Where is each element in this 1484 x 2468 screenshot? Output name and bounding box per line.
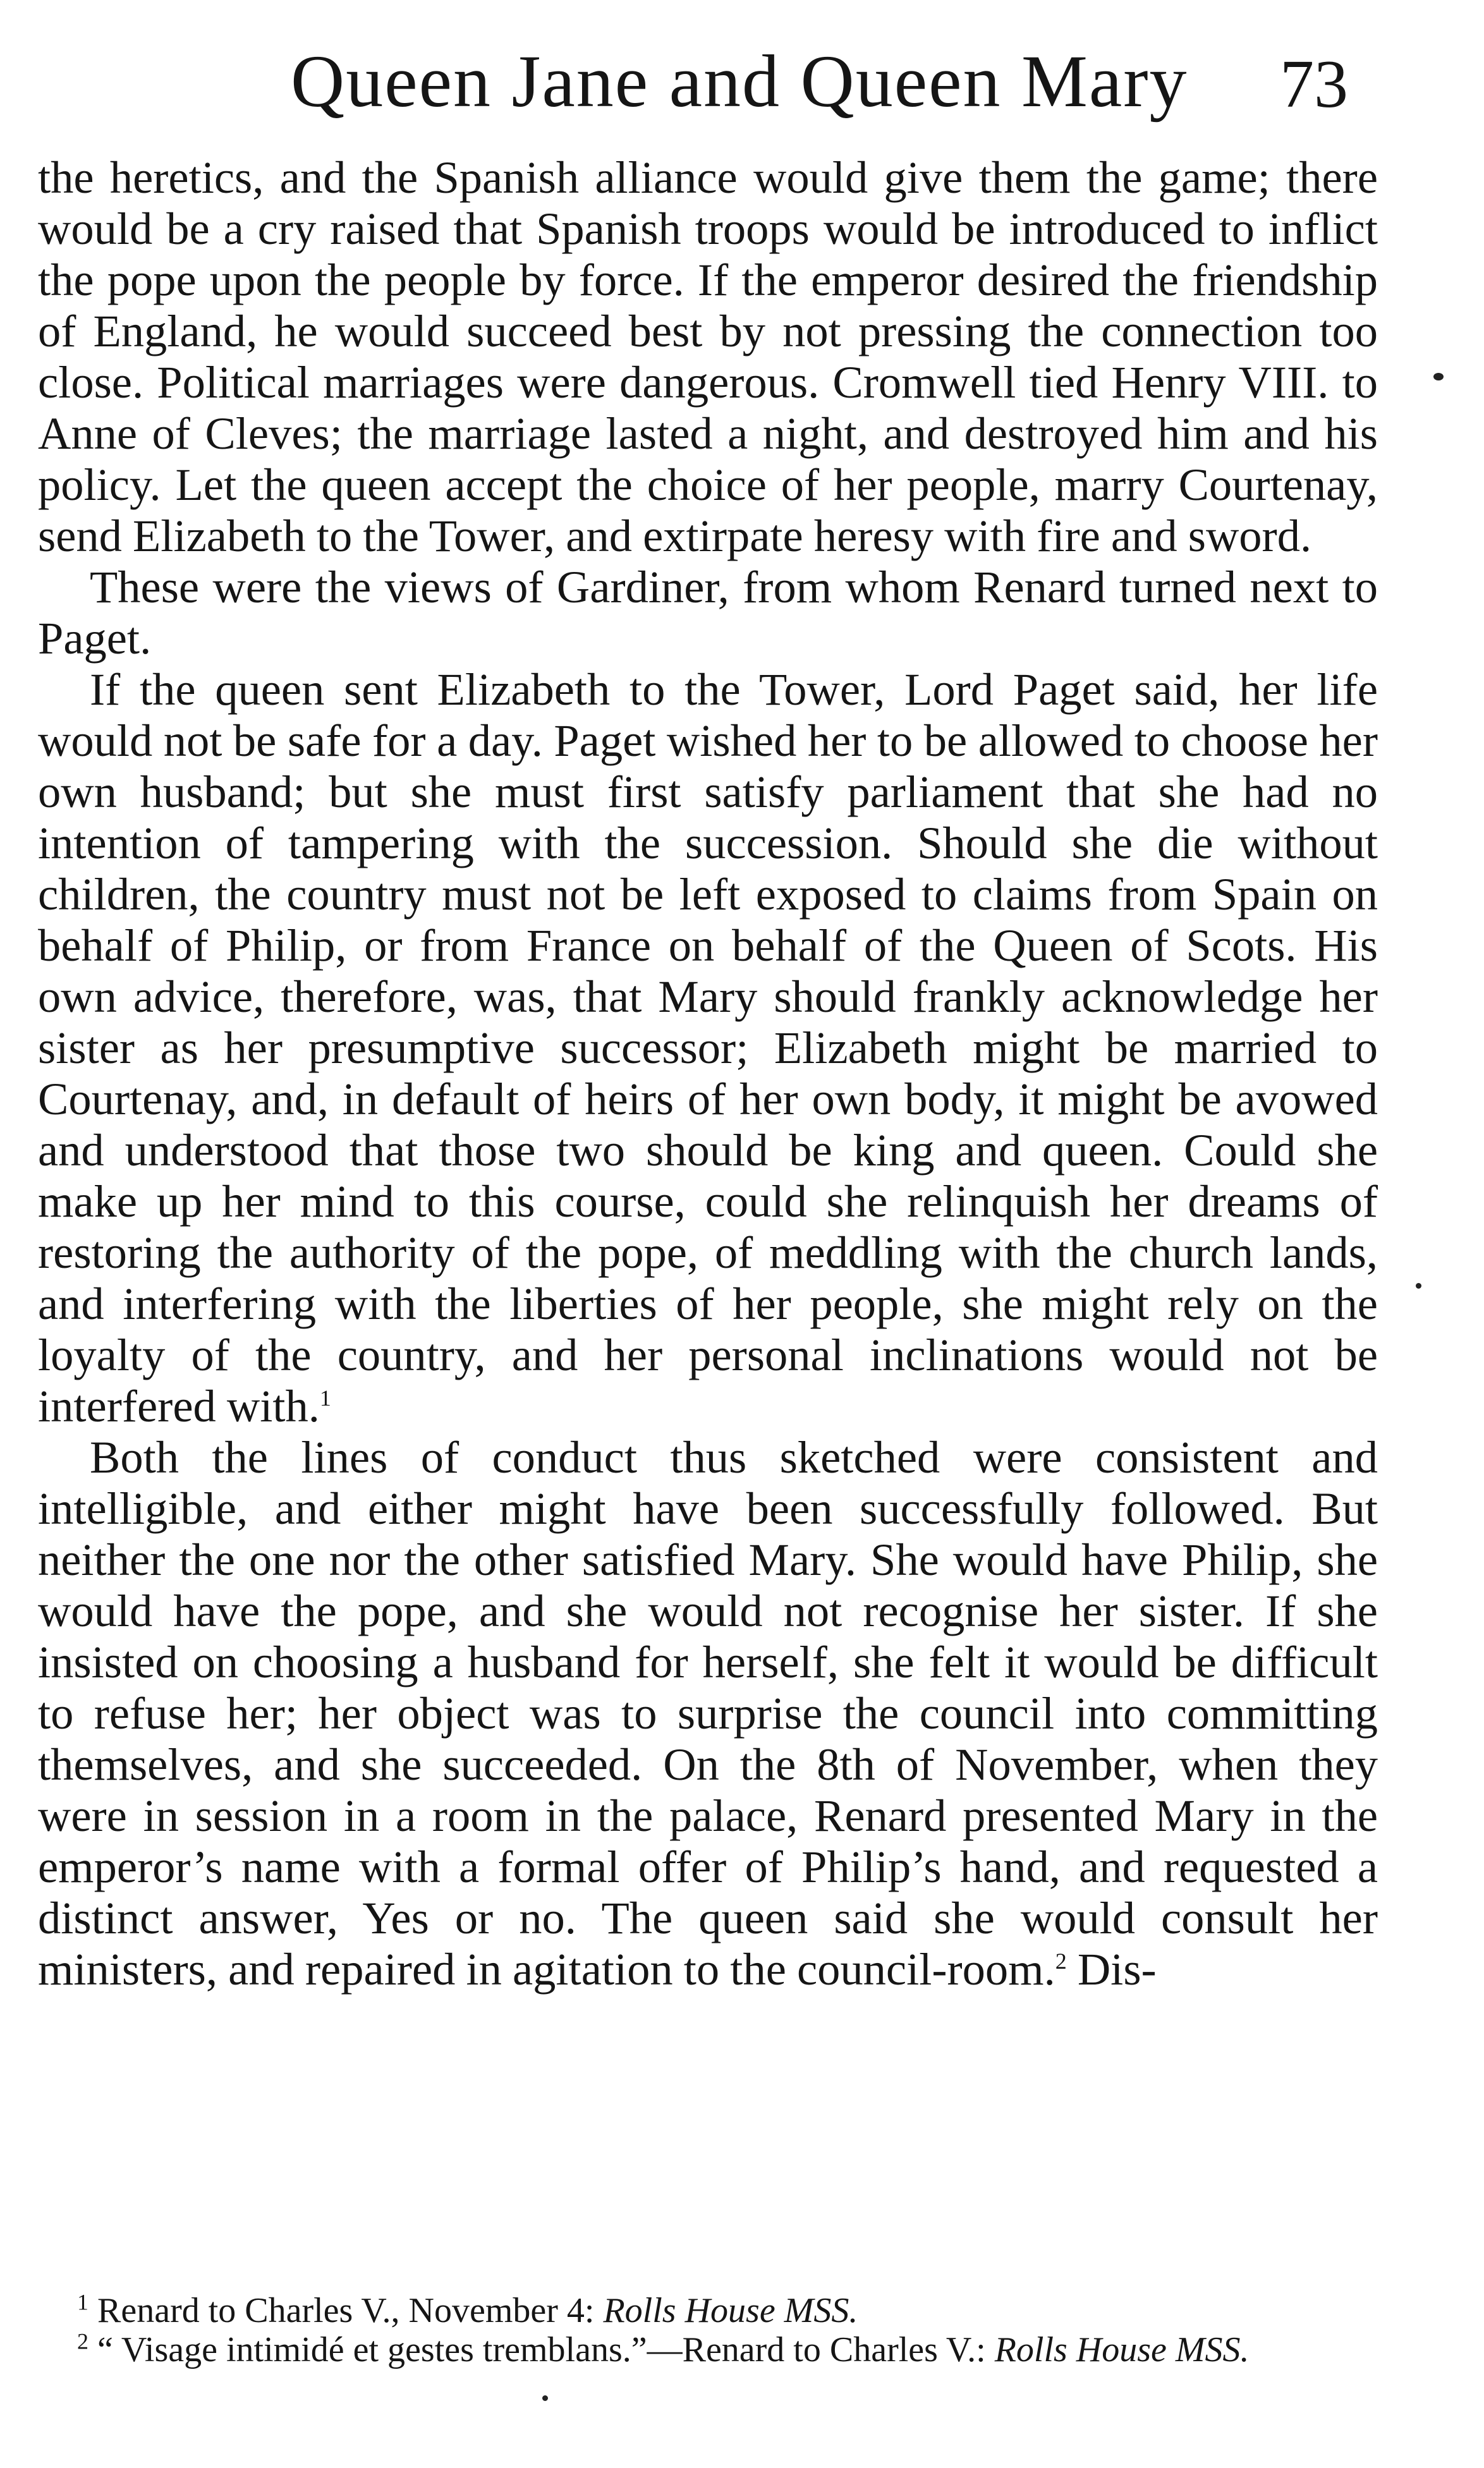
footnote-2 (38, 2330, 1378, 2369)
footnote-2-text: “ Visage intimidé et gestes tremblans.”—Renard to Charles V.: (97, 2330, 995, 2369)
paragraph-4 (38, 1432, 1378, 1995)
ink-speck (1416, 1283, 1421, 1289)
paragraph-3 (38, 664, 1378, 1432)
running-title: Queen Jane and Queen Mary (291, 40, 1188, 123)
paragraph-3-text: If the queen sent Elizabeth to the Tower, Lord Paget said, her life would not be safe for a day. Paget wished her to be allowed to choose her own husband; but she must first satisfy parliament that she had no intention of tampering with the succession. Should she die without children, the country must not be left exposed to claims from Spain on behalf of Philip, or from France on behalf of the Queen of Scots. His own advice, therefore, was, that Mary should frankly acknowledge her sister as her presumptive successor; Elizabeth might be married to Courtenay, and, in default of heirs of her own body, it might be avowed and understood that those two should be king and queen. Could she make up her mind to this course, could she relinquish her dreams of restoring the authority of the pope, of meddling with the church lands, and interfering with the liberties of her people, she might rely on the loyalty of the country, and her personal inclinations would not be interfered with. (38, 664, 1378, 1432)
paragraph-1 (38, 152, 1378, 561)
footnote-ref-2[interactable]: 2 (1055, 1948, 1067, 1974)
footnote-2-source: Rolls House MSS. (994, 2330, 1250, 2369)
footnote-1-mark: 1 (77, 2289, 88, 2315)
page-number: 73 (1280, 47, 1348, 122)
footnote-1-source: Rolls House MSS. (603, 2291, 858, 2330)
page-header (38, 38, 1378, 152)
paragraph-1-text: the heretics, and the Spanish alliance would give them the game; there would be a cry raised that Spanish troops would be introduced to inflict the pope upon the people by force. If the emperor desired the friendship of England, he would succeed best by not pressing the connection too close. Political marriages were dangerous. Cromwell tied Henry VIII. to Anne of Cleves; the marriage lasted a night, and destroyed him and his policy. Let the queen accept the choice of her people, marry Courtenay, send Elizabeth to the Tower, and extirpate heresy with fire and sword. (38, 152, 1378, 561)
footnote-ref-1[interactable]: 1 (319, 1385, 331, 1411)
footnotes (38, 2291, 1378, 2369)
paragraph-4-text: Both the lines of conduct thus sketched were consistent and intelligible, and either might have been successfully followed. But neither the one nor the other satisfied Mary. She would have Philip, she would have the pope, and she would not recognise her sister. If she insisted on choosing a husband for herself, she felt it would be difficult to refuse her; her object was to surprise the council into committing themselves, and she succeeded. On the 8th of November, when they were in session in a room in the palace, Renard presented Mary in the emperor’s name with a formal offer of Philip’s hand, and requested a distinct answer, Yes or no. The queen said she would consult her ministers, and repaired in agitation to the council-room. (38, 1432, 1378, 1995)
paragraph-2-text: These were the views of Gardiner, from whom Renard turned next to Paget. (38, 561, 1378, 664)
ink-speck (542, 2395, 548, 2401)
body-text (38, 152, 1378, 1995)
ink-speck (1433, 373, 1444, 380)
footnote-1-text: Renard to Charles V., November 4: (97, 2291, 604, 2330)
footnote-1 (38, 2291, 1378, 2330)
book-page (38, 38, 1378, 2369)
footnote-2-mark: 2 (77, 2328, 88, 2354)
paragraph-4-tail: Dis- (1066, 1943, 1157, 1995)
paragraph-2 (38, 561, 1378, 664)
